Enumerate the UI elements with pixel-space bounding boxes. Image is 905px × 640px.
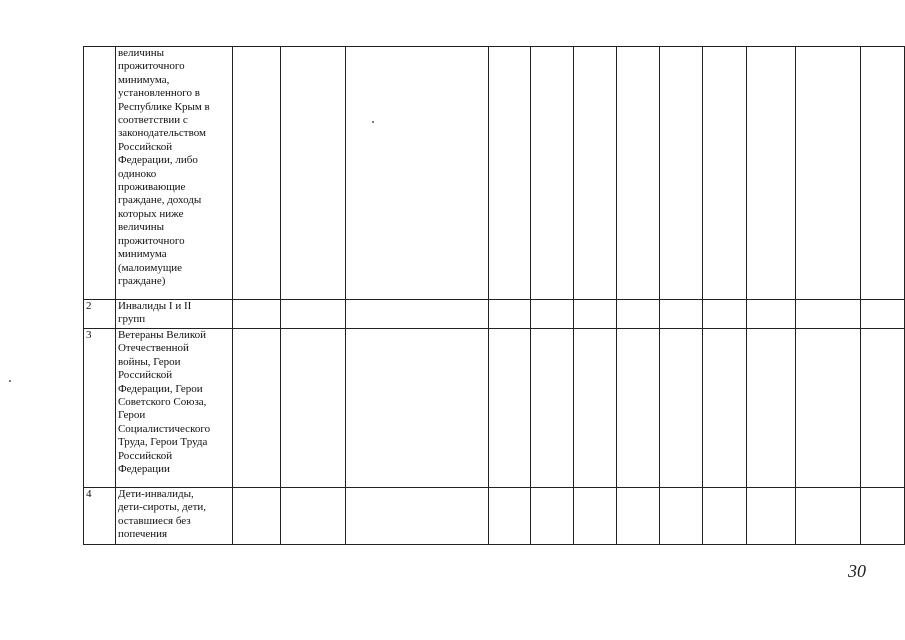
empty-cell [703, 47, 747, 300]
empty-cell [660, 488, 703, 545]
category-text-line: соответствии с [117, 114, 188, 127]
empty-cell [574, 300, 617, 329]
category-text-line: оставшиеся без [117, 514, 191, 527]
empty-cell [796, 300, 861, 329]
empty-cell [860, 300, 904, 329]
empty-cell [531, 300, 574, 329]
empty-cell [280, 329, 345, 488]
scan-speck [372, 121, 374, 123]
category-text-line: Отечественной [117, 342, 189, 355]
empty-cell [345, 329, 488, 488]
empty-cell [747, 300, 796, 329]
empty-cell [488, 329, 531, 488]
table-row [84, 329, 905, 488]
empty-cell [747, 488, 796, 545]
category-text-line: установленного в [117, 87, 200, 100]
category-text-line: дети-сироты, дети, [117, 501, 207, 514]
empty-cell [531, 329, 574, 488]
category-text-line: групп [117, 313, 146, 326]
empty-cell [703, 300, 747, 329]
empty-cell [232, 488, 280, 545]
category-text-line: Российской [117, 369, 173, 382]
category-text-line: Ветераны Великой [117, 329, 207, 341]
category-text-line: Советского Союза, [117, 396, 207, 409]
category-text-line: Российской [117, 449, 173, 462]
category-text-line: Федерации [117, 463, 170, 476]
empty-cell [488, 300, 531, 329]
category-text-line: Герои [117, 409, 146, 422]
category-text-line: попечения [117, 528, 168, 541]
empty-cell [796, 47, 861, 300]
empty-cell [345, 47, 488, 300]
empty-cell [796, 329, 861, 488]
empty-cell [345, 300, 488, 329]
empty-cell [232, 300, 280, 329]
empty-cell [280, 300, 345, 329]
empty-cell [345, 488, 488, 545]
empty-cell [617, 47, 660, 300]
category-text-line: граждане) [117, 274, 166, 287]
empty-cell [574, 488, 617, 545]
category-text-line: величины [117, 221, 165, 234]
category-text-line: проживающие [117, 181, 186, 194]
row-number-cell [84, 47, 116, 300]
empty-cell [488, 488, 531, 545]
empty-cell [280, 488, 345, 545]
category-text-line: Труда, Герои Труда [117, 436, 208, 449]
empty-cell [747, 47, 796, 300]
empty-cell [232, 47, 280, 300]
empty-cell [703, 488, 747, 545]
empty-cell [860, 329, 904, 488]
category-text-line: прожиточного [117, 234, 185, 247]
category-cell [115, 300, 232, 329]
page-number: 30 [848, 561, 866, 581]
empty-cell [617, 488, 660, 545]
table-row [84, 47, 905, 300]
row-number-cell: 2 [84, 300, 116, 329]
category-text-line: прожиточного [117, 60, 185, 73]
empty-cell [703, 329, 747, 488]
empty-cell [660, 47, 703, 300]
category-text-line: войны, Герои [117, 355, 181, 368]
category-text-line: граждане, доходы [117, 194, 202, 207]
category-text-line: Федерации, либо [117, 154, 198, 167]
category-text-line: одиноко [117, 167, 157, 180]
empty-cell [574, 47, 617, 300]
table-row [84, 300, 905, 329]
empty-cell [747, 329, 796, 488]
category-text-line: Федерации, Герои [117, 382, 203, 395]
empty-cell [531, 488, 574, 545]
category-text-line: которых ниже [117, 207, 184, 220]
category-text-line: Российской [117, 140, 173, 153]
empty-cell [617, 300, 660, 329]
category-text-line: (малоимущие [117, 261, 183, 274]
category-cell [115, 329, 232, 488]
data-table [83, 46, 905, 545]
empty-cell [660, 300, 703, 329]
empty-cell [574, 329, 617, 488]
category-cell [115, 47, 232, 300]
category-text-line: Республике Крым в [117, 100, 210, 113]
category-text-line: минимума, [117, 73, 170, 86]
empty-cell [860, 47, 904, 300]
empty-cell [531, 47, 574, 300]
category-text-line: законодательством [117, 127, 206, 140]
empty-cell [280, 47, 345, 300]
table-row [84, 488, 905, 545]
empty-cell [617, 329, 660, 488]
scan-speck [9, 380, 11, 382]
row-number-cell: 3 [84, 329, 116, 488]
table-body [84, 47, 905, 545]
empty-cell [860, 488, 904, 545]
empty-cell [232, 329, 280, 488]
category-cell [115, 488, 232, 545]
empty-cell [488, 47, 531, 300]
category-text-line: Социалистического [117, 422, 211, 435]
empty-cell [660, 329, 703, 488]
empty-cell [796, 488, 861, 545]
category-text-line: минимума [117, 248, 167, 261]
category-text-line: величины [117, 47, 165, 59]
row-number-cell: 4 [84, 488, 116, 545]
category-text-line: Дети-инвалиды, [117, 488, 194, 500]
category-text-line: Инвалиды I и II [117, 300, 192, 312]
